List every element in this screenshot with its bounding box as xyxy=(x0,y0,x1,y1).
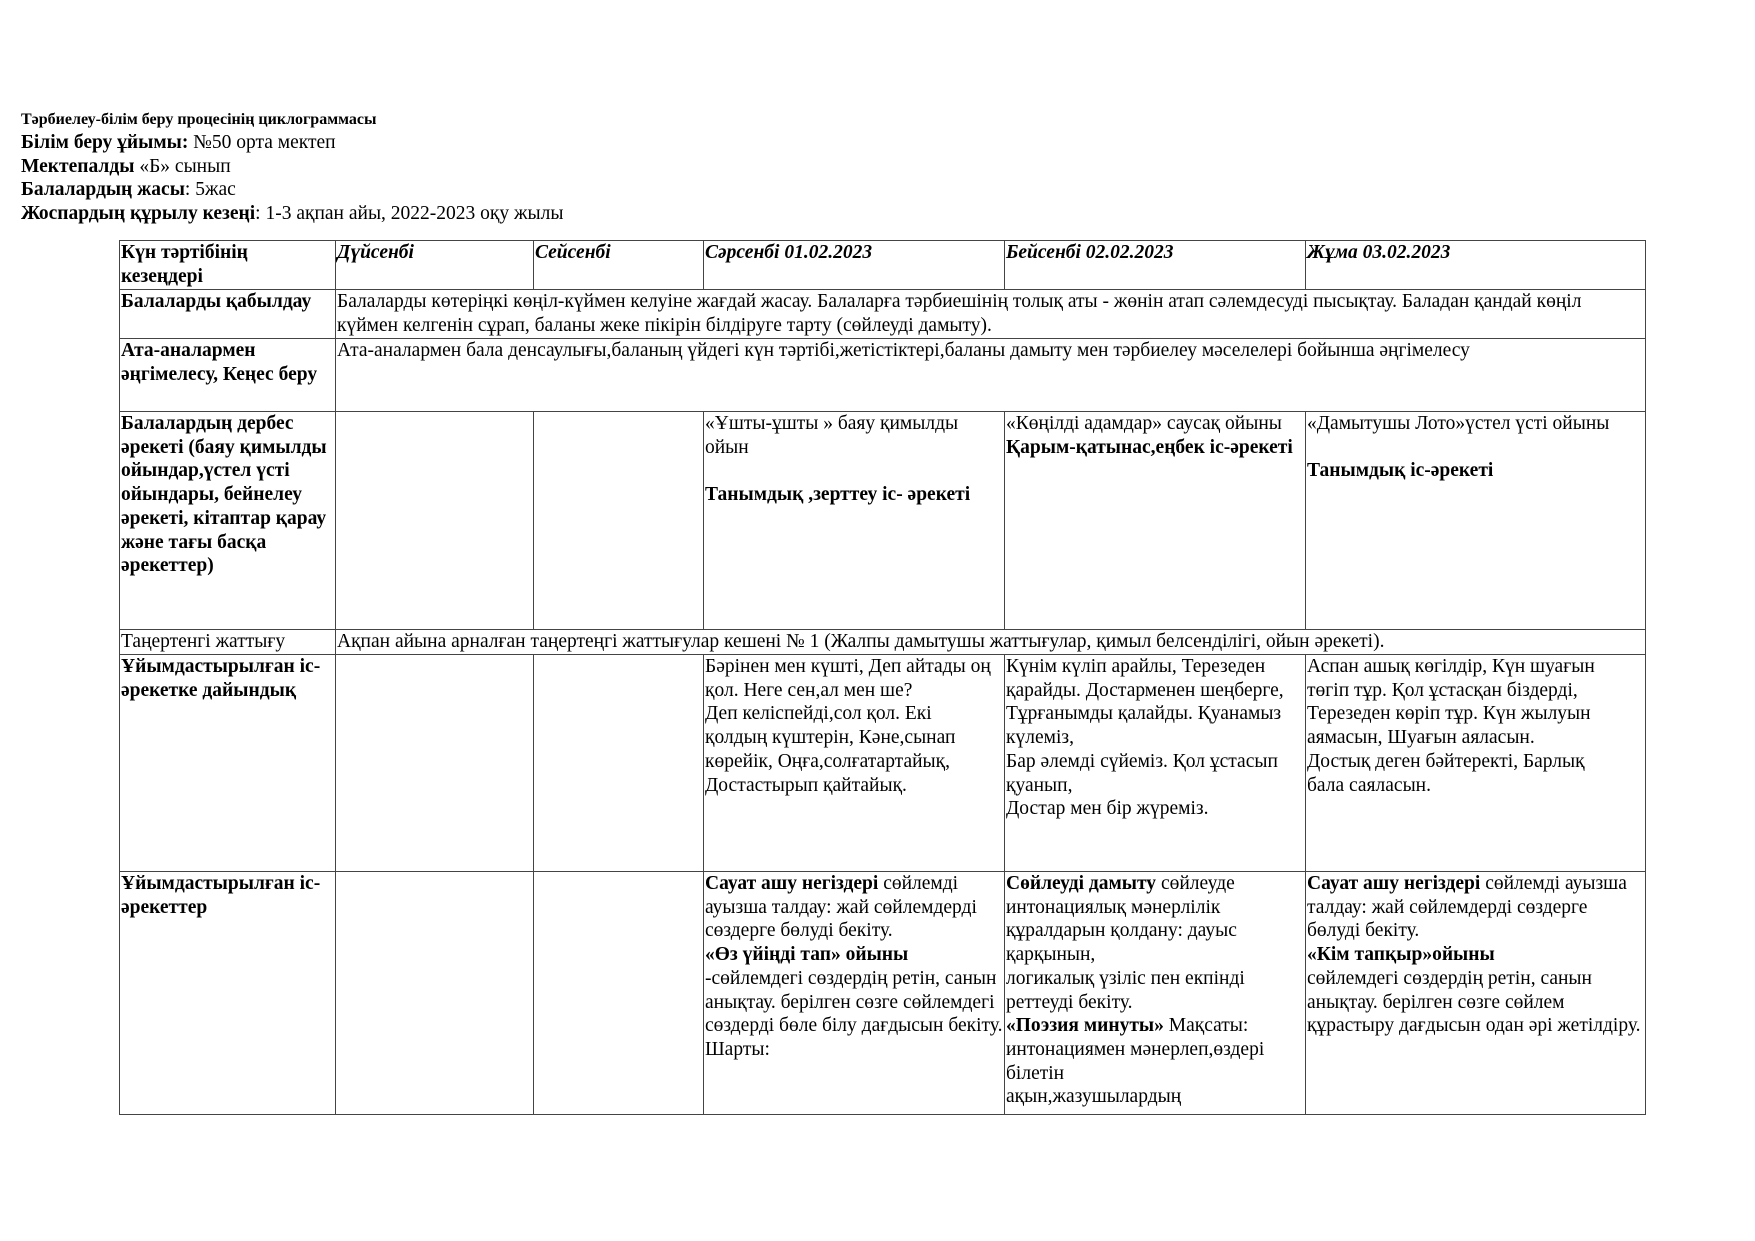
table-row xyxy=(120,412,1646,630)
exercise-text: Ақпан айына арналған таңертеңгі жаттығулар кешені № 1 (Жалпы дамытушы жаттығулар, қимыл белсенділігі, ойын әрекеті). xyxy=(336,630,1646,655)
poem-line: бала саяласын. xyxy=(1307,774,1431,796)
organized-friday xyxy=(1306,872,1646,1115)
thursday-game: «Көңілді адамдар» саусақ ойыны xyxy=(1006,413,1282,434)
row-label-preparation: Ұйымдастырылған іс-әрекетке дайындық xyxy=(120,655,336,872)
group-value: «Б» сынып xyxy=(134,155,231,177)
preparation-wednesday xyxy=(704,655,1005,872)
poem-line: Деп келіспейді,сол қол. Екі xyxy=(705,703,932,725)
thursday-subject: Сөйлеуді дамыту xyxy=(1006,873,1157,894)
wednesday-subject: Сауат ашу негіздері xyxy=(705,873,879,894)
row-label-exercise: Таңертенгі жаттығу xyxy=(120,630,336,655)
table-row xyxy=(120,655,1646,872)
poem-line: Күнім күліп арайлы, Терезеден xyxy=(1006,656,1266,677)
period-value: : 1-3 ақпан айы, 2022-2023 оқу жылы xyxy=(255,202,564,224)
table-row xyxy=(120,290,1646,339)
poem-line: күлеміз, xyxy=(1006,727,1074,749)
organized-wednesday xyxy=(704,872,1005,1115)
poem-line: Достар мен бір жүреміз. xyxy=(1006,798,1209,820)
column-header-tuesday: Сейсенбі xyxy=(534,241,704,290)
org-line xyxy=(21,131,563,155)
column-header-monday: Дүйсенбі xyxy=(336,241,534,290)
poem-line: қолдың күштерін, Кәне,сынап xyxy=(705,727,956,749)
document-header xyxy=(21,110,563,225)
thursday-activity: Қарым-қатынас,еңбек іс-әрекеті xyxy=(1006,436,1293,458)
org-label: Білім беру ұйымы: xyxy=(21,132,189,153)
poem-line: Бәрінен мен күшті, Деп айтады оң xyxy=(705,656,991,677)
friday-lesson xyxy=(1307,872,1644,943)
poem-line: Терезеден көріп тұр. Күн жылуын xyxy=(1307,703,1591,725)
organized-thursday xyxy=(1005,872,1306,1115)
friday-lesson-goal: сөйлемдегі сөздердің ретін, санын анықтау. берілген сөзге сөйлем құрастыру дағдысын одан әрі жетілдіру. xyxy=(1307,967,1641,1037)
column-header-friday: Жұма 03.02.2023 xyxy=(1306,241,1646,290)
row-label-independent: Балалардың дербес әрекеті (баяу қимылды ойындар,үстел үсті ойындары, бейнелеу әрекеті, кітаптар қарау және тағы басқа әрекеттер) xyxy=(120,412,336,630)
poem-line: қуанып, xyxy=(1006,774,1073,796)
poem-line: көрейік, Оңға,солғатартайық, xyxy=(705,750,950,772)
row-label-organized: Ұйымдастырылған іс-әрекеттер xyxy=(120,872,336,1115)
cell-empty xyxy=(534,872,704,1115)
poem-line: Аспан ашық көгілдір, Күн шуағын xyxy=(1307,656,1595,677)
age-label: Балалардың жасы xyxy=(21,179,185,201)
cell-empty xyxy=(534,412,704,630)
parents-text: Ата-аналармен бала денсаулығы,баланың үйдегі күн тәртібі,жетістіктері,баланы дамыту мен тәрбиелеу мәселелері бойынша әңгімелесу xyxy=(336,339,1646,412)
thursday-lesson-goal: Мақсаты: интонациямен мәнерлеп,өздері білетін xyxy=(1006,1015,1265,1084)
poem-line: Достастырып қайтайық. xyxy=(705,774,907,796)
reception-text: Балаларды көтеріңкі көңіл-күймен келуіне жағдай жасау. Балаларға тәрбиешінің толық аты - жөнін атап сәлемдесуді пысықтау. Баладан қандай көңіл күймен келгенін сұрап, баланы жеке пікірін білдіруге тарту (сөйлеуді дамыту). xyxy=(336,290,1646,339)
document-title: Тәрбиелеу-білім беру процесінің циклограммасы xyxy=(21,111,377,128)
period-line xyxy=(21,202,563,226)
thursday-lesson-text-4: ақын,жазушылардың xyxy=(1006,1086,1182,1108)
friday-lesson-text: сөйлемді ауызша талдау: жай сөйлемдерді сөздерге бөлуді бекіту. xyxy=(1307,873,1627,942)
poem-line: төгіп тұр. Қол ұстасқан біздерді, xyxy=(1307,679,1578,701)
friday-game: «Дамытушы Лото»үстел үсті ойыны xyxy=(1307,413,1610,434)
thursday-lesson-game-line xyxy=(1006,1014,1304,1085)
poem-line: Бар әлемді сүйеміз. Қол ұстасып xyxy=(1006,750,1278,772)
table-row xyxy=(120,339,1646,412)
independent-wednesday xyxy=(704,412,1005,630)
column-header-periods: Күн тәртібінің кезеңдері xyxy=(120,241,336,290)
column-header-thursday: Бейсенбі 02.02.2023 xyxy=(1005,241,1306,290)
age-line xyxy=(21,178,563,202)
independent-friday xyxy=(1306,412,1646,630)
friday-subject: Сауат ашу негіздері xyxy=(1307,873,1481,894)
wednesday-game: «Ұшты-ұшты » баяу қимылды ойын xyxy=(705,413,959,458)
age-value: : 5жас xyxy=(184,179,236,201)
wednesday-lesson-game: «Өз үйіңді тап» ойыны xyxy=(705,944,909,966)
row-label-reception: Балаларды қабылдау xyxy=(120,290,336,339)
poem-line: аямасын, Шуағын аяласын. xyxy=(1307,727,1535,749)
friday-lesson-game: «Кім тапқыр»ойыны xyxy=(1307,944,1495,966)
wednesday-lesson xyxy=(705,872,1003,943)
row-label-parents: Ата-аналармен әңгімелесу, Кеңес беру xyxy=(120,339,336,412)
friday-activity: Танымдық іс-әрекеті xyxy=(1307,460,1494,482)
preparation-friday xyxy=(1306,655,1646,872)
poem-line: Тұрғанымды қалайды. Қуанамыз xyxy=(1006,703,1282,725)
preparation-thursday xyxy=(1005,655,1306,872)
cell-empty xyxy=(336,655,534,872)
wednesday-lesson-goal: -сөйлемдегі сөздердің ретін, санын анықтау. берілген сөзге сөйлемдегі сөздерді бөле білу дағдысын бекіту. xyxy=(705,967,1003,1037)
independent-thursday xyxy=(1005,412,1306,630)
cell-empty xyxy=(336,412,534,630)
group-label: Мектепалды xyxy=(21,155,135,177)
wednesday-lesson-text: сөйлемді ауызша талдау: жай сөйлемдерді сөздерге бөлуді бекіту. xyxy=(705,873,977,942)
cell-empty xyxy=(534,655,704,872)
table-row xyxy=(120,872,1646,1115)
org-value: №50 орта мектеп xyxy=(188,132,336,153)
wednesday-lesson-rules: Шарты: xyxy=(705,1038,770,1060)
period-label: Жоспардың құрылу кезеңі xyxy=(21,202,256,224)
schedule-table xyxy=(119,240,1646,1115)
group-line xyxy=(21,155,563,179)
column-header-wednesday: Сәрсенбі 01.02.2023 xyxy=(704,241,1005,290)
table-header-row xyxy=(120,241,1646,290)
poem-line: қол. Неге сен,ал мен ше? xyxy=(705,679,913,701)
cell-empty xyxy=(336,872,534,1115)
thursday-lesson-game: «Поэзия минуты» xyxy=(1006,1015,1164,1037)
thursday-lesson-text-2: логикалық үзіліс пен екпінді реттеуді бекіту. xyxy=(1006,967,1245,1013)
table-row xyxy=(120,630,1646,655)
poem-line: Достық деген бәйтеректі, Барлық xyxy=(1307,750,1585,772)
wednesday-activity: Танымдық ,зерттеу іс- әрекеті xyxy=(705,484,971,506)
thursday-lesson-text: сөйлеуде интонациялық мәнерлілік құралдарын қолдану: дауыс қарқынын, xyxy=(1006,873,1237,966)
poem-line: қарайды. Достарменен шеңберге, xyxy=(1006,679,1284,701)
thursday-lesson xyxy=(1006,872,1304,967)
